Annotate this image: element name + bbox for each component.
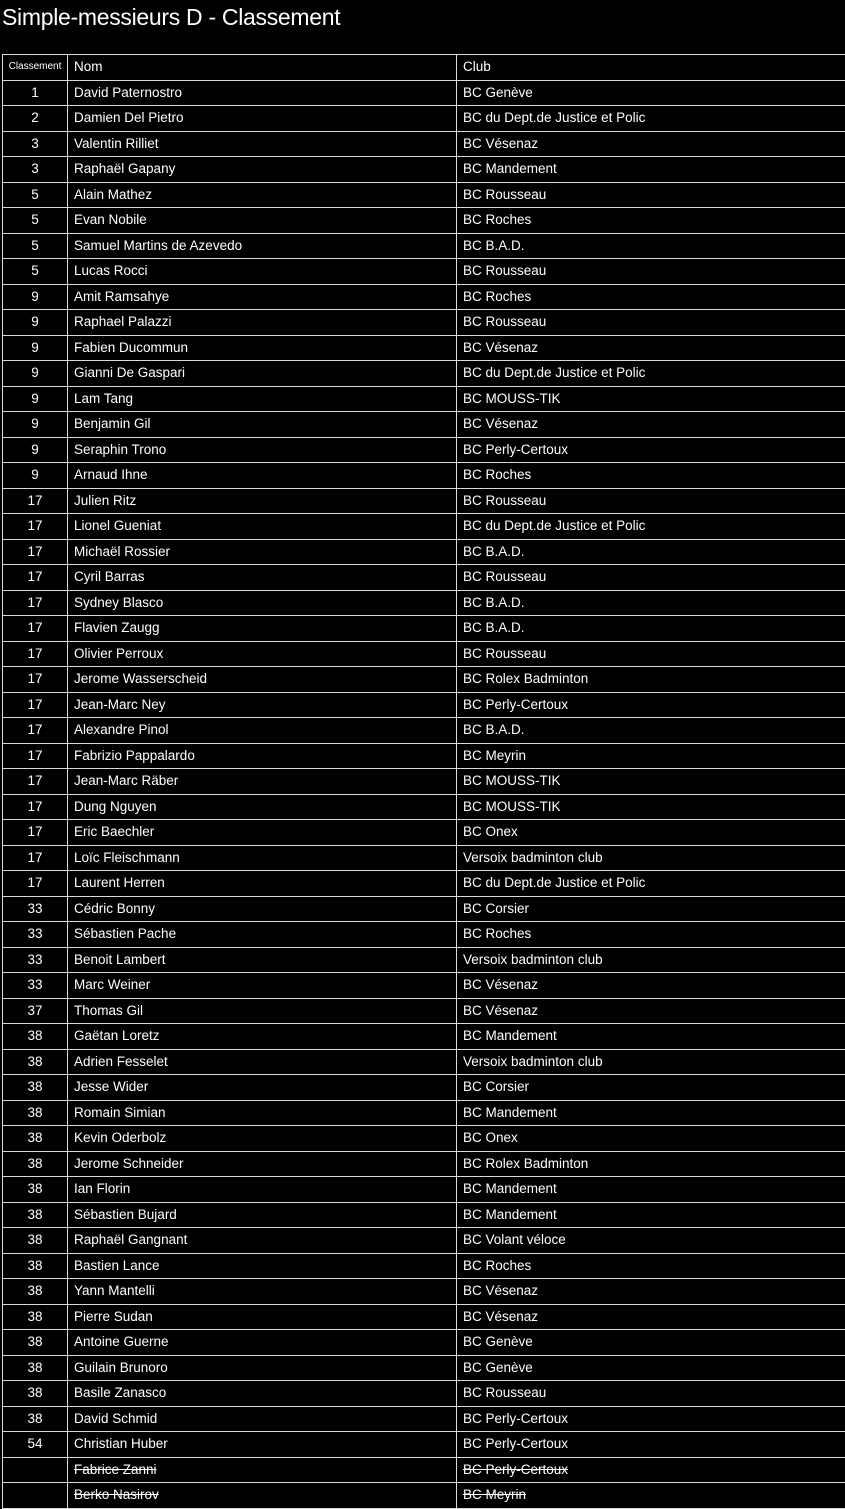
table-row	[3, 769, 845, 795]
cell-name: Damien Del Pietro	[68, 106, 457, 132]
table-row	[3, 1075, 845, 1101]
table-row	[3, 1177, 845, 1203]
cell-club: BC MOUSS-TIK	[457, 386, 845, 412]
cell-rank: 9	[3, 386, 68, 412]
table-row	[3, 922, 845, 948]
table-row	[3, 565, 845, 591]
table-row	[3, 80, 845, 106]
cell-name: Fabrizio Pappalardo	[68, 743, 457, 769]
table-row	[3, 1049, 845, 1075]
cell-name: Raphaël Gangnant	[68, 1228, 457, 1254]
cell-club: BC Corsier	[457, 1075, 845, 1101]
cell-name: Amit Ramsahye	[68, 284, 457, 310]
table-row	[3, 820, 845, 846]
table-row	[3, 1279, 845, 1305]
page-title: Simple-messieurs D - Classement	[2, 4, 341, 30]
cell-club: BC Rousseau	[457, 565, 845, 591]
cell-club: Versoix badminton club	[457, 845, 845, 871]
cell-name: Romain Simian	[68, 1100, 457, 1126]
cell-rank: 54	[3, 1432, 68, 1458]
table-row	[3, 539, 845, 565]
cell-club: BC du Dept.de Justice et Polic	[457, 106, 845, 132]
table-row	[3, 386, 845, 412]
cell-club: BC Roches	[457, 1253, 845, 1279]
cell-rank: 3	[3, 157, 68, 183]
cell-club: BC Meyrin	[457, 743, 845, 769]
cell-name: Eric Baechler	[68, 820, 457, 846]
cell-name: Michaël Rossier	[68, 539, 457, 565]
cell-name: Samuel Martins de Azevedo	[68, 233, 457, 259]
cell-name: Fabien Ducommun	[68, 335, 457, 361]
cell-rank: 5	[3, 259, 68, 285]
cell-name: Alain Mathez	[68, 182, 457, 208]
cell-name: Flavien Zaugg	[68, 616, 457, 642]
table-row	[3, 998, 845, 1024]
cell-rank: 37	[3, 998, 68, 1024]
cell-club: BC Mandement	[457, 1024, 845, 1050]
cell-club: BC Roches	[457, 208, 845, 234]
cell-name: Sébastien Pache	[68, 922, 457, 948]
cell-rank: 38	[3, 1406, 68, 1432]
cell-name: Julien Ritz	[68, 488, 457, 514]
table-row	[3, 208, 845, 234]
withdrawn-name: Fabrice Zanni	[74, 1461, 157, 1477]
cell-club: Versoix badminton club	[457, 947, 845, 973]
cell-club: BC Rolex Badminton	[457, 667, 845, 693]
cell-rank: 17	[3, 590, 68, 616]
cell-rank: 2	[3, 106, 68, 132]
cell-name: Jean-Marc Ney	[68, 692, 457, 718]
cell-club: BC Rousseau	[457, 259, 845, 285]
cell-rank: 38	[3, 1304, 68, 1330]
table-row	[3, 1126, 845, 1152]
cell-rank: 17	[3, 667, 68, 693]
cell-name: Jerome Schneider	[68, 1151, 457, 1177]
cell-rank: 5	[3, 182, 68, 208]
cell-rank: 9	[3, 361, 68, 387]
table-row	[3, 335, 845, 361]
cell-rank: 9	[3, 463, 68, 489]
table-row	[3, 616, 845, 642]
cell-rank: 17	[3, 616, 68, 642]
cell-rank: 38	[3, 1381, 68, 1407]
cell-club: BC Mandement	[457, 1100, 845, 1126]
ranking-table	[2, 54, 845, 1509]
cell-club: BC B.A.D.	[457, 616, 845, 642]
cell-club: BC Vésenaz	[457, 1304, 845, 1330]
cell-name: Gianni De Gaspari	[68, 361, 457, 387]
table-row	[3, 131, 845, 157]
cell-club: BC Roches	[457, 922, 845, 948]
table-row	[3, 896, 845, 922]
cell-name: Loïc Fleischmann	[68, 845, 457, 871]
cell-club: BC Vésenaz	[457, 412, 845, 438]
cell-rank: 17	[3, 845, 68, 871]
table-row	[3, 106, 845, 132]
header-club: Club	[457, 55, 845, 81]
cell-club: BC Perly-Certoux	[457, 1432, 845, 1458]
cell-rank: 9	[3, 412, 68, 438]
cell-club: BC Mandement	[457, 1202, 845, 1228]
header-rank: Classement	[3, 55, 68, 81]
cell-club: BC Mandement	[457, 1177, 845, 1203]
cell-name: Arnaud Ihne	[68, 463, 457, 489]
table-row	[3, 718, 845, 744]
cell-rank: 17	[3, 488, 68, 514]
cell-club: BC Rolex Badminton	[457, 1151, 845, 1177]
cell-name: Evan Nobile	[68, 208, 457, 234]
cell-name: Christian Huber	[68, 1432, 457, 1458]
cell-club: BC MOUSS-TIK	[457, 769, 845, 795]
cell-club	[457, 1457, 845, 1483]
cell-name: Adrien Fesselet	[68, 1049, 457, 1075]
cell-rank: 38	[3, 1279, 68, 1305]
cell-rank: 38	[3, 1126, 68, 1152]
cell-club: BC Vésenaz	[457, 335, 845, 361]
table-row	[3, 514, 845, 540]
cell-name: Valentin Rilliet	[68, 131, 457, 157]
table-row	[3, 310, 845, 336]
cell-rank: 17	[3, 565, 68, 591]
cell-rank: 33	[3, 922, 68, 948]
cell-name: Dung Nguyen	[68, 794, 457, 820]
cell-club: BC Genève	[457, 80, 845, 106]
cell-rank: 38	[3, 1202, 68, 1228]
cell-name: Lam Tang	[68, 386, 457, 412]
table-row	[3, 1457, 845, 1483]
cell-name: Benjamin Gil	[68, 412, 457, 438]
cell-rank	[3, 1483, 68, 1509]
cell-club: BC B.A.D.	[457, 539, 845, 565]
cell-name: Laurent Herren	[68, 871, 457, 897]
table-row	[3, 947, 845, 973]
cell-club: BC Perly-Certoux	[457, 1406, 845, 1432]
table-row	[3, 284, 845, 310]
cell-name: Jerome Wasserscheid	[68, 667, 457, 693]
cell-name: Sébastien Bujard	[68, 1202, 457, 1228]
withdrawn-club: BC Meyrin	[463, 1487, 527, 1503]
cell-club: BC du Dept.de Justice et Polic	[457, 361, 845, 387]
table-header-row	[3, 55, 845, 81]
cell-rank: 38	[3, 1355, 68, 1381]
cell-club: BC Roches	[457, 284, 845, 310]
table-row	[3, 973, 845, 999]
cell-name: David Schmid	[68, 1406, 457, 1432]
cell-name: Cyril Barras	[68, 565, 457, 591]
cell-club: BC Genève	[457, 1330, 845, 1356]
cell-rank: 9	[3, 284, 68, 310]
cell-rank: 33	[3, 947, 68, 973]
table-row	[3, 1024, 845, 1050]
table-row	[3, 1100, 845, 1126]
table-row	[3, 641, 845, 667]
cell-rank: 38	[3, 1024, 68, 1050]
cell-name: Olivier Perroux	[68, 641, 457, 667]
table-row	[3, 361, 845, 387]
withdrawn-club: BC Perly-Certoux	[463, 1461, 569, 1477]
cell-rank: 33	[3, 973, 68, 999]
cell-rank: 38	[3, 1253, 68, 1279]
table-row	[3, 1253, 845, 1279]
table-row	[3, 1483, 845, 1509]
cell-name: Kevin Oderbolz	[68, 1126, 457, 1152]
table-row	[3, 412, 845, 438]
table-row	[3, 463, 845, 489]
cell-name: Lionel Gueniat	[68, 514, 457, 540]
cell-club: BC Vésenaz	[457, 1279, 845, 1305]
table-row	[3, 1355, 845, 1381]
table-row	[3, 692, 845, 718]
cell-club: BC B.A.D.	[457, 233, 845, 259]
cell-name: Sydney Blasco	[68, 590, 457, 616]
cell-club: BC Genève	[457, 1355, 845, 1381]
table-row	[3, 743, 845, 769]
cell-club: BC Rousseau	[457, 1381, 845, 1407]
cell-club: BC MOUSS-TIK	[457, 794, 845, 820]
cell-rank: 38	[3, 1330, 68, 1356]
cell-club: BC Perly-Certoux	[457, 437, 845, 463]
cell-rank: 17	[3, 514, 68, 540]
cell-name: Ian Florin	[68, 1177, 457, 1203]
cell-rank: 17	[3, 794, 68, 820]
table-row	[3, 182, 845, 208]
cell-rank: 9	[3, 437, 68, 463]
cell-name: Jean-Marc Räber	[68, 769, 457, 795]
cell-rank: 17	[3, 871, 68, 897]
cell-club: BC du Dept.de Justice et Polic	[457, 871, 845, 897]
cell-name: David Paternostro	[68, 80, 457, 106]
cell-name: Bastien Lance	[68, 1253, 457, 1279]
cell-rank: 38	[3, 1151, 68, 1177]
cell-club: BC Vésenaz	[457, 131, 845, 157]
cell-club: BC Perly-Certoux	[457, 692, 845, 718]
cell-name: Thomas Gil	[68, 998, 457, 1024]
cell-club: BC Rousseau	[457, 641, 845, 667]
cell-name: Raphaël Gapany	[68, 157, 457, 183]
cell-name	[68, 1457, 457, 1483]
cell-name: Antoine Guerne	[68, 1330, 457, 1356]
ranking-body	[3, 80, 845, 1508]
cell-club: BC Mandement	[457, 157, 845, 183]
cell-rank: 38	[3, 1228, 68, 1254]
cell-rank: 17	[3, 718, 68, 744]
table-row	[3, 794, 845, 820]
table-row	[3, 845, 845, 871]
table-row	[3, 437, 845, 463]
table-row	[3, 590, 845, 616]
table-row	[3, 1381, 845, 1407]
cell-club: BC Vésenaz	[457, 998, 845, 1024]
table-row	[3, 1432, 845, 1458]
cell-club: BC B.A.D.	[457, 590, 845, 616]
cell-rank: 17	[3, 692, 68, 718]
table-row	[3, 259, 845, 285]
cell-club	[457, 1483, 845, 1509]
header-name: Nom	[68, 55, 457, 81]
table-row	[3, 488, 845, 514]
cell-name: Cédric Bonny	[68, 896, 457, 922]
cell-name: Alexandre Pinol	[68, 718, 457, 744]
cell-club: BC Volant véloce	[457, 1228, 845, 1254]
cell-club: BC B.A.D.	[457, 718, 845, 744]
cell-name: Raphael Palazzi	[68, 310, 457, 336]
cell-name: Seraphin Trono	[68, 437, 457, 463]
cell-rank: 5	[3, 233, 68, 259]
table-row	[3, 1304, 845, 1330]
table-row	[3, 871, 845, 897]
cell-rank	[3, 1457, 68, 1483]
cell-rank: 9	[3, 335, 68, 361]
cell-rank: 33	[3, 896, 68, 922]
table-row	[3, 233, 845, 259]
cell-name: Pierre Sudan	[68, 1304, 457, 1330]
cell-club: BC du Dept.de Justice et Polic	[457, 514, 845, 540]
cell-rank: 38	[3, 1075, 68, 1101]
cell-club: BC Roches	[457, 463, 845, 489]
cell-name: Jesse Wider	[68, 1075, 457, 1101]
cell-name: Gaëtan Loretz	[68, 1024, 457, 1050]
cell-club: BC Onex	[457, 820, 845, 846]
cell-rank: 3	[3, 131, 68, 157]
cell-club: BC Rousseau	[457, 488, 845, 514]
cell-rank: 1	[3, 80, 68, 106]
cell-name: Yann Mantelli	[68, 1279, 457, 1305]
table-row	[3, 1330, 845, 1356]
cell-name: Guilain Brunoro	[68, 1355, 457, 1381]
cell-name: Lucas Rocci	[68, 259, 457, 285]
cell-name	[68, 1483, 457, 1509]
cell-name: Marc Weiner	[68, 973, 457, 999]
cell-rank: 38	[3, 1177, 68, 1203]
table-row	[3, 157, 845, 183]
cell-rank: 17	[3, 539, 68, 565]
table-row	[3, 1228, 845, 1254]
cell-club: BC Rousseau	[457, 182, 845, 208]
cell-name: Basile Zanasco	[68, 1381, 457, 1407]
cell-club: BC Corsier	[457, 896, 845, 922]
cell-rank: 9	[3, 310, 68, 336]
cell-club: BC Onex	[457, 1126, 845, 1152]
cell-rank: 17	[3, 743, 68, 769]
withdrawn-name: Berko Nasirov	[74, 1487, 159, 1503]
table-row	[3, 1202, 845, 1228]
table-row	[3, 1151, 845, 1177]
cell-club: BC Rousseau	[457, 310, 845, 336]
table-row	[3, 667, 845, 693]
cell-rank: 17	[3, 820, 68, 846]
table-row	[3, 1406, 845, 1432]
cell-rank: 17	[3, 641, 68, 667]
cell-rank: 38	[3, 1100, 68, 1126]
cell-club: BC Vésenaz	[457, 973, 845, 999]
cell-name: Benoit Lambert	[68, 947, 457, 973]
cell-rank: 38	[3, 1049, 68, 1075]
cell-club: Versoix badminton club	[457, 1049, 845, 1075]
cell-rank: 17	[3, 769, 68, 795]
cell-rank: 5	[3, 208, 68, 234]
